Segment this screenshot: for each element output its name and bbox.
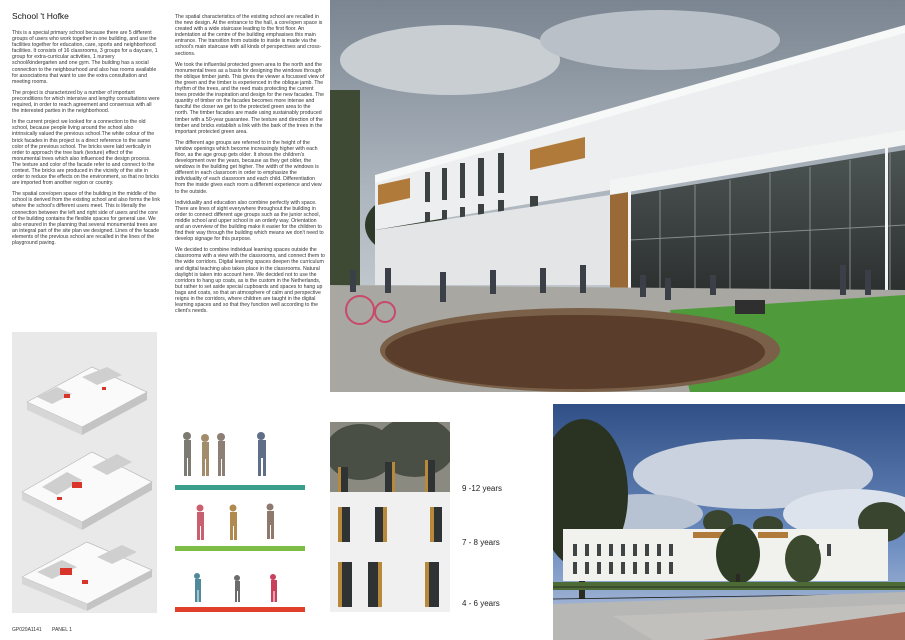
paragraph: Individuality and education also combine perfectly with space. There are lines of sight everywhere throughout the building in order to connect different age groups such as the junior school, middle school and upper school in an orderly way. Orientation and an overview of the building make it easier for the children to find their way through the building which means we don't need to develop signage for this purpose. <box>175 199 324 243</box>
isometric-floor-diagram <box>22 452 152 530</box>
text-column-2 <box>175 14 325 319</box>
paragraph: In the current project we looked for a connection to the old school, because people living around the school also intrinsically valued the previous school.The white colour of the brick facades in this project is a direct reference to the same color of the previous school. The bricks were laid vertically in order to approach the tree bark (texture) effect of the monumental trees which also influenced the design process. The texture and color of the facade refer to and connect to the context. The bricks are produced in the vicinity of the site in order to reduce the effects on the environment, so that no bricks are imported from another region or country. <box>12 119 159 187</box>
isometric-floor-diagram <box>27 367 147 435</box>
paragraph: The different age groups are referred to in the height of the window openings which become increasingly higher with each floor, as the age group gets older. It shows the children's development over the years, because as they get older, the windows in the building get higher. The width of the windows is different in each classroom in order to emphasize the individuality of each classroom and each child. Differentiation from the inside gives each room a different experience and view to the outside. <box>175 139 322 195</box>
isometric-diagrams <box>12 332 157 613</box>
age-bar-9-12 <box>175 485 305 490</box>
street-view-photo <box>553 404 905 640</box>
age-bar-4-6 <box>175 607 305 612</box>
children-figures-young <box>194 573 277 602</box>
facade-window-photo <box>330 422 450 612</box>
age-label-9-12: 9 -12 years <box>462 484 503 493</box>
age-label-4-6: 4 - 6 years <box>462 599 500 608</box>
children-height-figures <box>175 428 305 618</box>
paragraph: The spatial core/open space of the building in the middle of the school is derived from the existing school and also forms the link where the school's different users meet. This is literally the connection between the left and right side of users and the core of the building contains the flexible spaces for general use. We also ensured in the planning that several monumental trees are an integral part of the site plan we designed. Lines of the facade elements of the previous school are recalled in the lines of the playground paving. <box>12 191 160 246</box>
age-bar-7-8 <box>175 546 305 551</box>
panel-title: School 't Hofke <box>12 11 69 21</box>
footer-panel: PANEL 1 <box>52 627 73 633</box>
paragraph: The spatial characteristics of the existing school are recalled in the new design. At the entrance to the hall, a core/open space is created with a wide staircase leading to the first floor. An indentation at the centre of the building emphasises this main entrance. The transition from outside to inside is made via the school's main staircase with all kinds of perspectives and cross-sections. <box>175 14 323 57</box>
paragraph: We took the influential protected green area to the north and the monumental trees as a basis for designing the windows through the oblique timber jamb. This gives the viewer a focussed view of the green and the timber is experienced in the oblique jamb. The rhythm of the trees, and the reed mats protecting the current trees provide the inspiration and design for the new facades. The quantity of timber on the facades becomes more intense and fanciful the closer we get to the protected green area to the north. The timber facades are made using sustainably produced timber with a 50-year guarantee. The texture and direction of the timber and bricks establish a link with the bark of the trees in the important protected green area. <box>175 61 325 135</box>
footer-code: GP020A1141 <box>12 627 42 633</box>
paragraph: This is a special primary school because there are 5 different groups of users who work together in one building, and use the facilities together for education, care, sports and neighborhood facilities. It consists of 16 classrooms, 3 groups for a daycare, 1 group for extra-curricular activities, 1 nursery school/kindergarten and one gym. The building has a social connection to the neighbourhood and also has rooms available for associations that want to use the extra consultation and meeting rooms. <box>12 30 158 85</box>
paragraph: We decided to combine individual learning spaces outside the classrooms with a view with the classrooms, and connect them to the wide corridors. Digital learning spaces deepen the curriculum and digital teaching also takes place in the classrooms. Natural daylight is taken into account here. We decided not to use the corridors to hang up coats, as is the custom in the Netherlands, but rather to set aside special cupboards and spaces to hang up bags and coats, so that an atmosphere of calm and perspective reigns in the corridors, where children are taught in the digital learning spaces and so that they function well according to the client's needs. <box>175 247 325 315</box>
children-figures-middle <box>197 504 275 541</box>
text-column-1 <box>12 30 160 251</box>
school-entrance-photo <box>330 0 905 392</box>
children-figures-older <box>183 432 266 476</box>
age-label-7-8: 7 - 8 years <box>462 538 500 547</box>
isometric-floor-diagram <box>22 542 152 611</box>
paragraph: The project is characterized by a number of important preconditions for which intensive and lengthy consultations were required, in order to reach agreement and consensus with all the interested parties in the neighborhood. <box>12 89 160 115</box>
